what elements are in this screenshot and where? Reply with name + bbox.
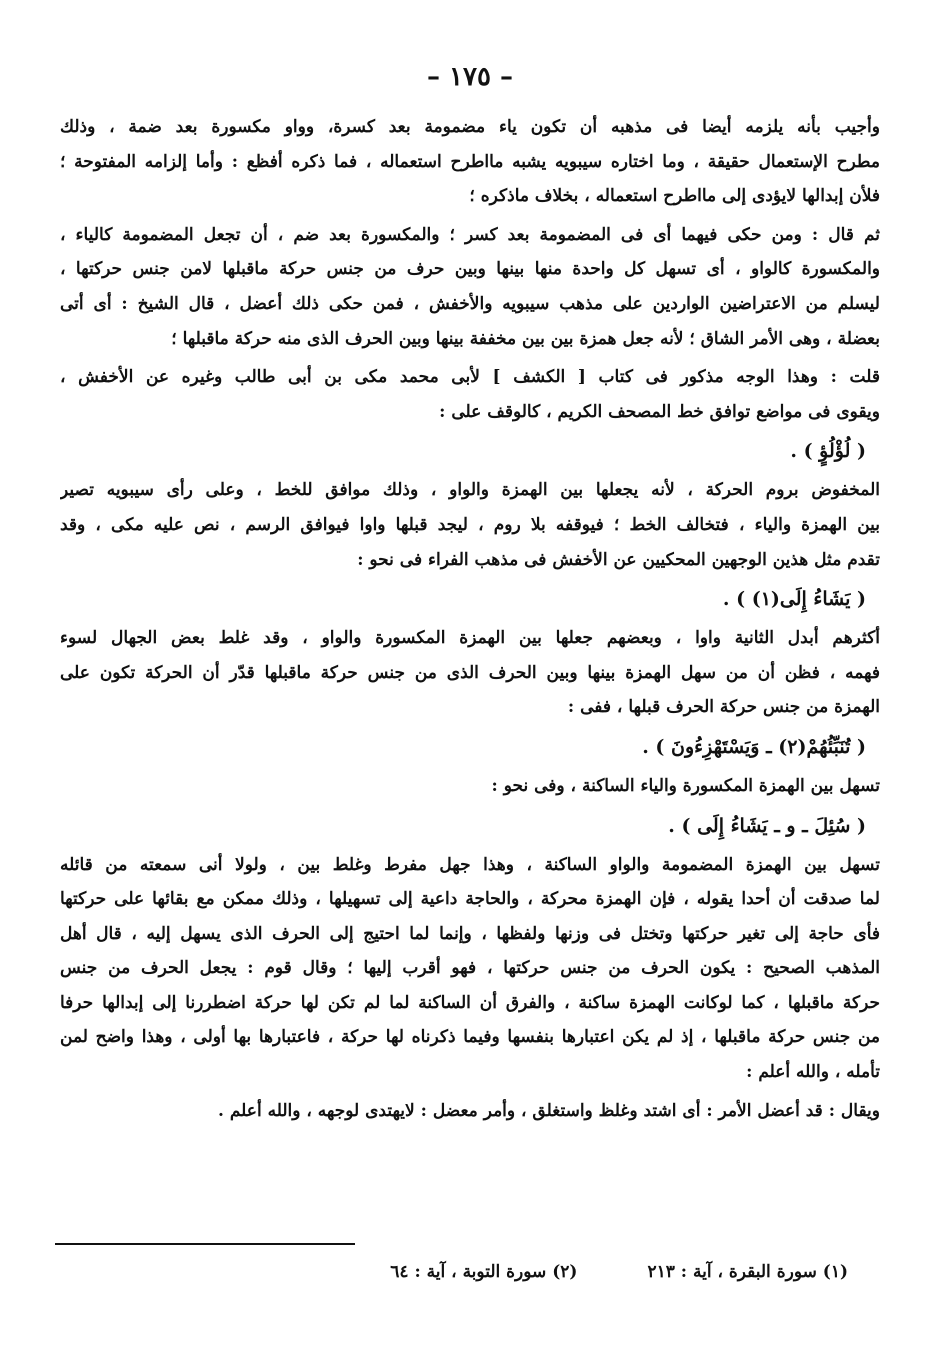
text-line: ليسلم من الاعتراضين الواردين على مذهب سيبويه والأخفش ، فمن حكى ذلك أعضل ، قال الشيخ : أى أتى [60,293,880,314]
text-line: ثم قال : ومن حكى فيهما أى فى المضمومة بعد كسر ؛ والمكسورة بعد ضم ، أن تجعل المضمومة كالياء ، [60,224,880,245]
text-line: المذهب الصحيح : يكون الحرف من جنس حركتها ، فهو أقرب إليها ؛ وقال قوم : يجعل الحرف من جنس [60,958,880,979]
text-line: فلأن إبدالها لايؤدى إلى مااطرح استعماله ، بخلاف ماذكره ؛ [469,186,880,207]
text-block [60,769,880,804]
paragraph [60,110,880,214]
paragraph [60,769,880,804]
text-line: ويقوى فى مواضع توافق خط المصحف الكريم ، كالوقف على : [439,401,880,422]
text-line: ويقال : قد أعضل الأمر : أى اشتد وغلظ واستغلق ، وأمر معضل : لايهتدى لوجهه ، والله أعلم . [218,1100,880,1121]
text-line: والمكسورة كالواو ، أى تسهل كل واحدة منها بينها وبين حرف من جنس حركة ماقبلها لامن جنس حركتها ، [60,259,880,280]
text-line: المخفوض بروم الحركة ، لأنه يجعلها بين الهمزة والواو ، وذلك موافق للخط ، وعلى رأى سيبويه تصير [60,480,880,501]
text-block [60,110,880,429]
paragraph [60,621,880,725]
main-text [60,110,880,1128]
footnote-1: (١) سورة البقرة ، آية : ٢١٣ [647,1262,848,1282]
paragraph [60,473,880,577]
text-line: لما صدقت أن أحدا يقوله ، فإن الهمزة محركة ، والحاجة داعية إلى تسهيلها ، وذلك ممكن مع بقائها على حركتها [60,889,880,910]
text-line: أكثرهم أبدل الثانية واوا ، وبعضهم جعلها بين الهمزة المكسورة والواو ، وقد غلط بعض الجهال لسوء [60,628,880,649]
text-line: قلت : وهذا الوجه مذكور فى كتاب [ الكشف ] لأبى محمد مكى بن أبى طالب وغيره عن الأخفش ، [60,367,880,388]
text-line: تأمله ، والله أعلم : [746,1062,880,1083]
text-block [60,473,880,577]
quranic-quote: ( سُئِلَ ـ و ـ يَشَاءُ إِلَى ) . [668,814,866,837]
text-line: وأجيب بأنه يلزمه أيضا فى مذهبه أن تكون ياء مضمومة بعد كسرة، وواو مكسورة بعد ضمة ، وذلك [60,117,880,137]
quranic-quote: ( لُؤْلُؤٍ ) . [790,440,866,463]
text-line: فأى حاجة إلى تغير حركتها وتختل فى وزنها ولفظها ، وإنما لما احتيج إلى الحرف الذى يسهل إليه ، قال أهل [60,923,880,944]
footnote-2: (٢) سورة التوبة ، آية : ٦٤ [390,1262,578,1282]
text-line: بعضلة ، وهى الأمر الشاق ؛ لأنه جعل همزة بين بين مخففة بينها وبين الحرف الذى منه حركة ماقبلها ؛ [171,328,880,349]
quranic-quote: ( يَشَاءُ إِلَى(١) ) . [722,588,866,611]
text-line: تسهل بين الهمزة المضمومة والواو الساكنة ، وهذا جهل مفرط وغلط بين ، ولولا أنى سمعته من قائله [60,854,880,875]
text-line: من جنس حركة ماقبلها ، إذ لم يكن اعتبارها بنفسها وفيما ذكرناه لها حركة ، فاعتبارها بها أولى ، وهذا واضح لمن [60,1027,880,1048]
text-line: تسهل بين الهمزة المكسورة والياء الساكنة ، وفى نحو : [491,775,880,796]
text-line: الهمزة من جنس حركة الحرف قبلها ، ففى : [567,697,880,718]
text-line: مطرح الإستعمال حقيقة ، وما اختاره سيبويه يشبه مااطرح استعماله ، فما ذكره أفظع : وأما إلزامه المفتوحة ؛ [60,151,880,172]
footnote-divider [55,1243,355,1245]
page-number: – ١٧٥ – [426,62,514,92]
paragraph [60,360,880,429]
text-line: بين الهمزة والياء ، فتخالف الخط ؛ فيوقفه بلا روم ، ليجد قبلها واوا فيوافق الرسم ، نص عليه مكى ، وقد [60,514,880,535]
text-line: تقدم مثل هذين الوجهين المحكيين عن الأخفش فى مذهب الفراء فى نحو : [357,549,880,570]
text-line: حركة ماقبلها ، كما لوكانت الهمزة ساكنة ، والفرق أن الساكنة لما لم تكن لها حركة اضطررنا إلى إبدالها حرفا [60,992,880,1013]
text-block [60,621,880,725]
quranic-quote: ( تُنَبِّئُهُمْ(٢) ـ وَيَسْتَهْزِءُونَ ) . [642,735,866,758]
footnotes [80,1262,848,1282]
text-line: فهمه ، فظن أن من سهل الهمزة بينها وبين الحرف الذى من جنس حركة ماقبلها قدّر أن الحركة تكون على [60,662,880,683]
text-block [60,848,880,1129]
paragraph [60,218,880,356]
paragraph [60,848,880,1090]
paragraph [60,1094,880,1129]
